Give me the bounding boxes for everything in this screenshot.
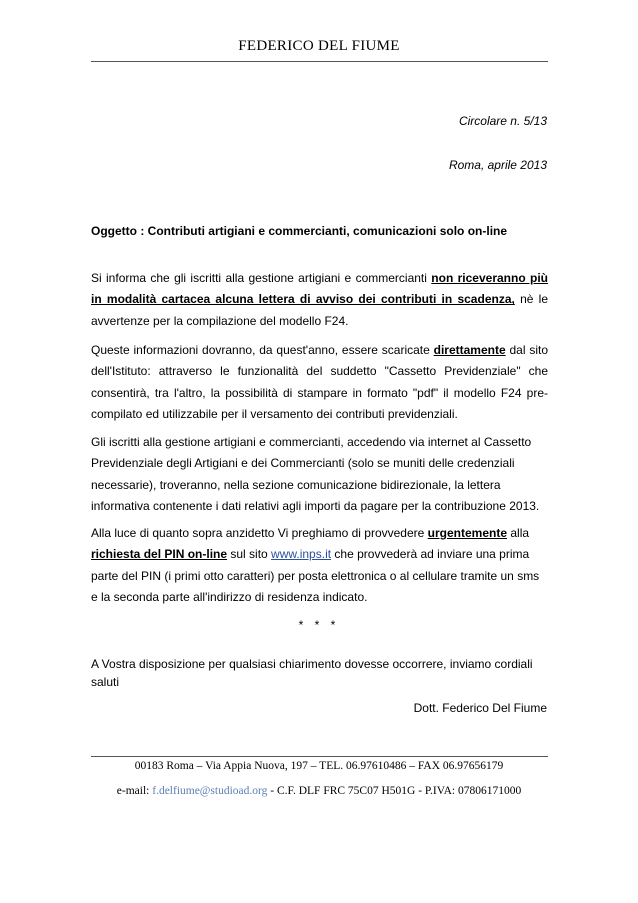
paragraph-2	[91, 340, 548, 426]
emphasis-text: richiesta del PIN on-line	[91, 547, 228, 562]
paragraph-text: dal sito dell'Istituto: attraverso le funzionalità del suddetto "Cassetto Previdenziale" che consentirà, tra l'altro, la possibilità di stampare in formato "pdf" il modello F24 pre-compilato ed utilizzabile per il versamento dei contributi previdenziali.	[91, 343, 549, 422]
paragraph-text: nè le avvertenze per la compilazione del modello F24.	[91, 292, 548, 328]
email-link[interactable]: f.delfiume@studioad.org	[152, 785, 268, 797]
email-label: e-mail:	[116, 785, 153, 797]
signature: Dott. Federico Del Fiume	[413, 701, 547, 715]
footer-divider	[91, 756, 548, 757]
fiscal-info: - C.F. DLF FRC 75C07 H501G - P.IVA: 07806171000	[267, 785, 522, 797]
paragraph-1	[91, 268, 548, 332]
paragraph-text: Si informa che gli iscritti alla gestione artigiani e commercianti	[91, 271, 432, 285]
emphasis-text: direttamente	[433, 343, 506, 357]
emphasis-text: non riceveranno più in modalità cartacea alcuna lettera di avviso dei contributi in scadenza,	[91, 271, 548, 307]
paragraph-3: Gli iscritti alla gestione artigiani e commercianti, accedendo via internet al Cassetto Previdenziale degli Artigiani e dei Commercianti (solo se muniti delle credenziali necessarie), troveranno, nella sezione comunicazione bidirezionale, la lettera informativa contenente i dati relativi agli importi da pagare per la contribuzione 2013.	[91, 435, 540, 514]
closing-paragraph: A Vostra disposizione per qualsiasi chiarimento dovesse occorrere, inviamo cordiali saluti	[91, 657, 533, 689]
letter-date: Roma, aprile 2013	[448, 158, 547, 172]
emphasis-text: urgentemente	[427, 526, 508, 540]
letterhead-name: FEDERICO DEL FIUME	[238, 38, 400, 54]
section-separator: * * *	[298, 618, 340, 632]
header-divider	[91, 61, 548, 62]
circular-number: Circolare n. 5/13	[458, 114, 547, 128]
inps-website-link[interactable]: www.inps.it	[271, 547, 332, 562]
paragraph-text: Queste informazioni dovranno, da quest'anno, essere scaricate	[91, 343, 434, 357]
paragraph-text: alla	[507, 526, 530, 540]
paragraph-text: che provvederà ad inviare una prima parte del PIN (i primi otto caratteri) per posta elettronica o al cellulare tramite un sms e la seconda parte all'indirizzo di residenza indicato.	[91, 547, 540, 605]
footer-contacts	[0, 785, 638, 797]
footer-address: 00183 Roma – Via Appia Nuova, 197 – TEL. 06.97610486 – FAX 06.97656179	[134, 760, 504, 772]
paragraph-text: Alla luce di quanto sopra anzidetto Vi preghiamo di provvedere	[91, 526, 428, 540]
paragraph-4	[91, 523, 548, 609]
subject-line: Oggetto : Contributi artigiani e commercianti, comunicazioni solo on-line	[91, 224, 508, 238]
paragraph-text: sul sito	[227, 547, 272, 562]
